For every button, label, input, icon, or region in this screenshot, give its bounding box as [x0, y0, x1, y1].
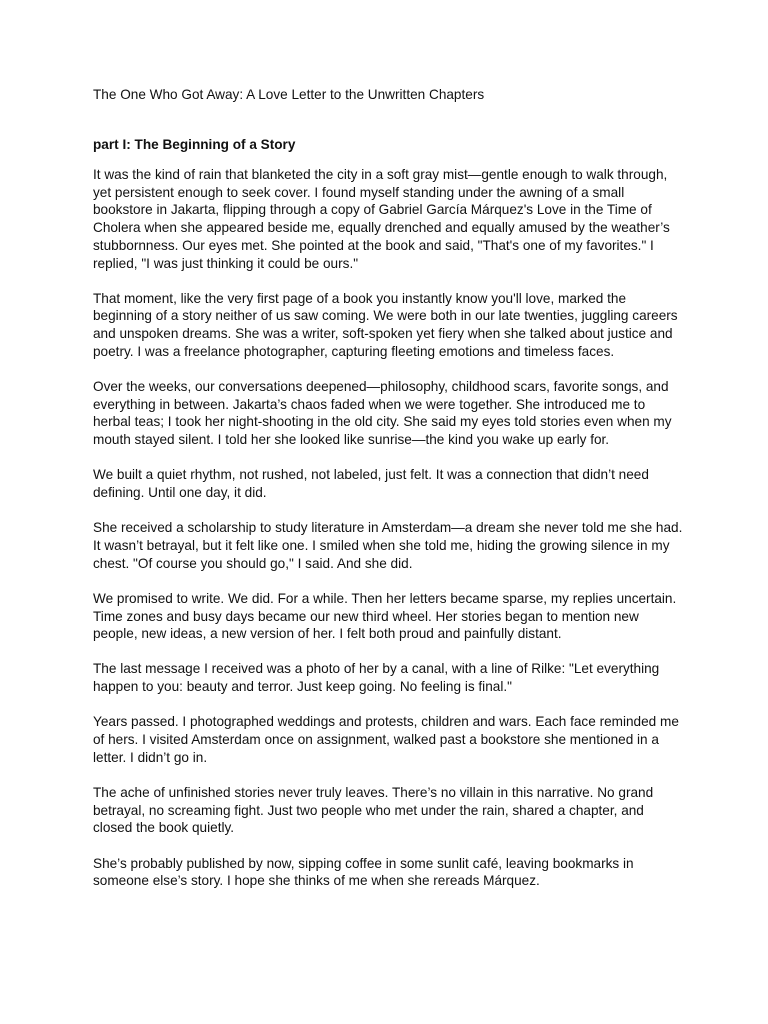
- document-body: [93, 86, 683, 908]
- paragraph-10: She’s probably published by now, sipping coffee in some sunlit café, leaving bookmarks in someone else’s story. I hope she thinks of me when she rereads Márquez.: [93, 855, 634, 889]
- paragraph-6: We promised to write. We did. For a while. Then her letters became sparse, my replies uncertain. Time zones and busy days became our new third wheel. Her stories began to mention new people, new ideas, a new version of her. I felt both proud and painfully distant.: [93, 590, 677, 642]
- paragraph-1: It was the kind of rain that blanketed the city in a soft gray mist—gentle enough to walk through, yet persistent enough to seek cover. I found myself standing under the awning of a small bookstore in Jakarta, flipping through a copy of Gabriel García Márquez's Love in the Time of Cholera when she appeared beside me, equally drenched and equally amused by the weather’s stubbornness. Our eyes met. She pointed at the book and said, "That's one of my favorites." I replied, "I was just thinking it could be ours.": [93, 167, 670, 271]
- paragraph-9: The ache of unfinished stories never truly leaves. There’s no villain in this narrative. No grand betrayal, no screaming fight. Just two people who met under the rain, shared a chapter, and closed the book quietly.: [93, 784, 654, 836]
- paragraph-2: That moment, like the very first page of a book you instantly know you'll love, marked the beginning of a story neither of us saw coming. We were both in our late twenties, juggling careers and unspoken dreams. She was a writer, soft-spoken yet fiery when she talked about justice and poetry. I was a freelance photographer, capturing fleeting emotions and timeless faces.: [93, 290, 678, 359]
- section-heading: part I: The Beginning of a Story: [93, 137, 296, 152]
- paragraph-8: Years passed. I photographed weddings and protests, children and wars. Each face reminded me of hers. I visited Amsterdam once on assignment, walked past a bookstore she mentioned in a letter. I didn’t go in.: [93, 714, 679, 765]
- paragraph-4: We built a quiet rhythm, not rushed, not labeled, just felt. It was a connection that didn’t need defining. Until one day, it did.: [93, 467, 649, 501]
- paragraph-5: She received a scholarship to study literature in Amsterdam—a dream she never told me she had. It wasn’t betrayal, but it felt like one. I smiled when she told me, hiding the growing silence in my chest. "Of course you should go," I said. And she did.: [93, 520, 683, 571]
- document-title: The One Who Got Away: A Love Letter to the Unwritten Chapters: [93, 87, 485, 102]
- paragraph-3: Over the weeks, our conversations deepened—philosophy, childhood scars, favorite songs, and everything in between. Jakarta’s chaos faded when we were together. She introduced me to herbal teas; I took her night-shooting in the old city. She said my eyes told stories even when my mouth stayed silent. I told her she looked like sunrise—the kind you wake up early for.: [93, 379, 672, 448]
- paragraph-7: The last message I received was a photo of her by a canal, with a line of Rilke: "Let everything happen to you: beauty and terror. Just keep going. No feeling is final.": [93, 661, 660, 695]
